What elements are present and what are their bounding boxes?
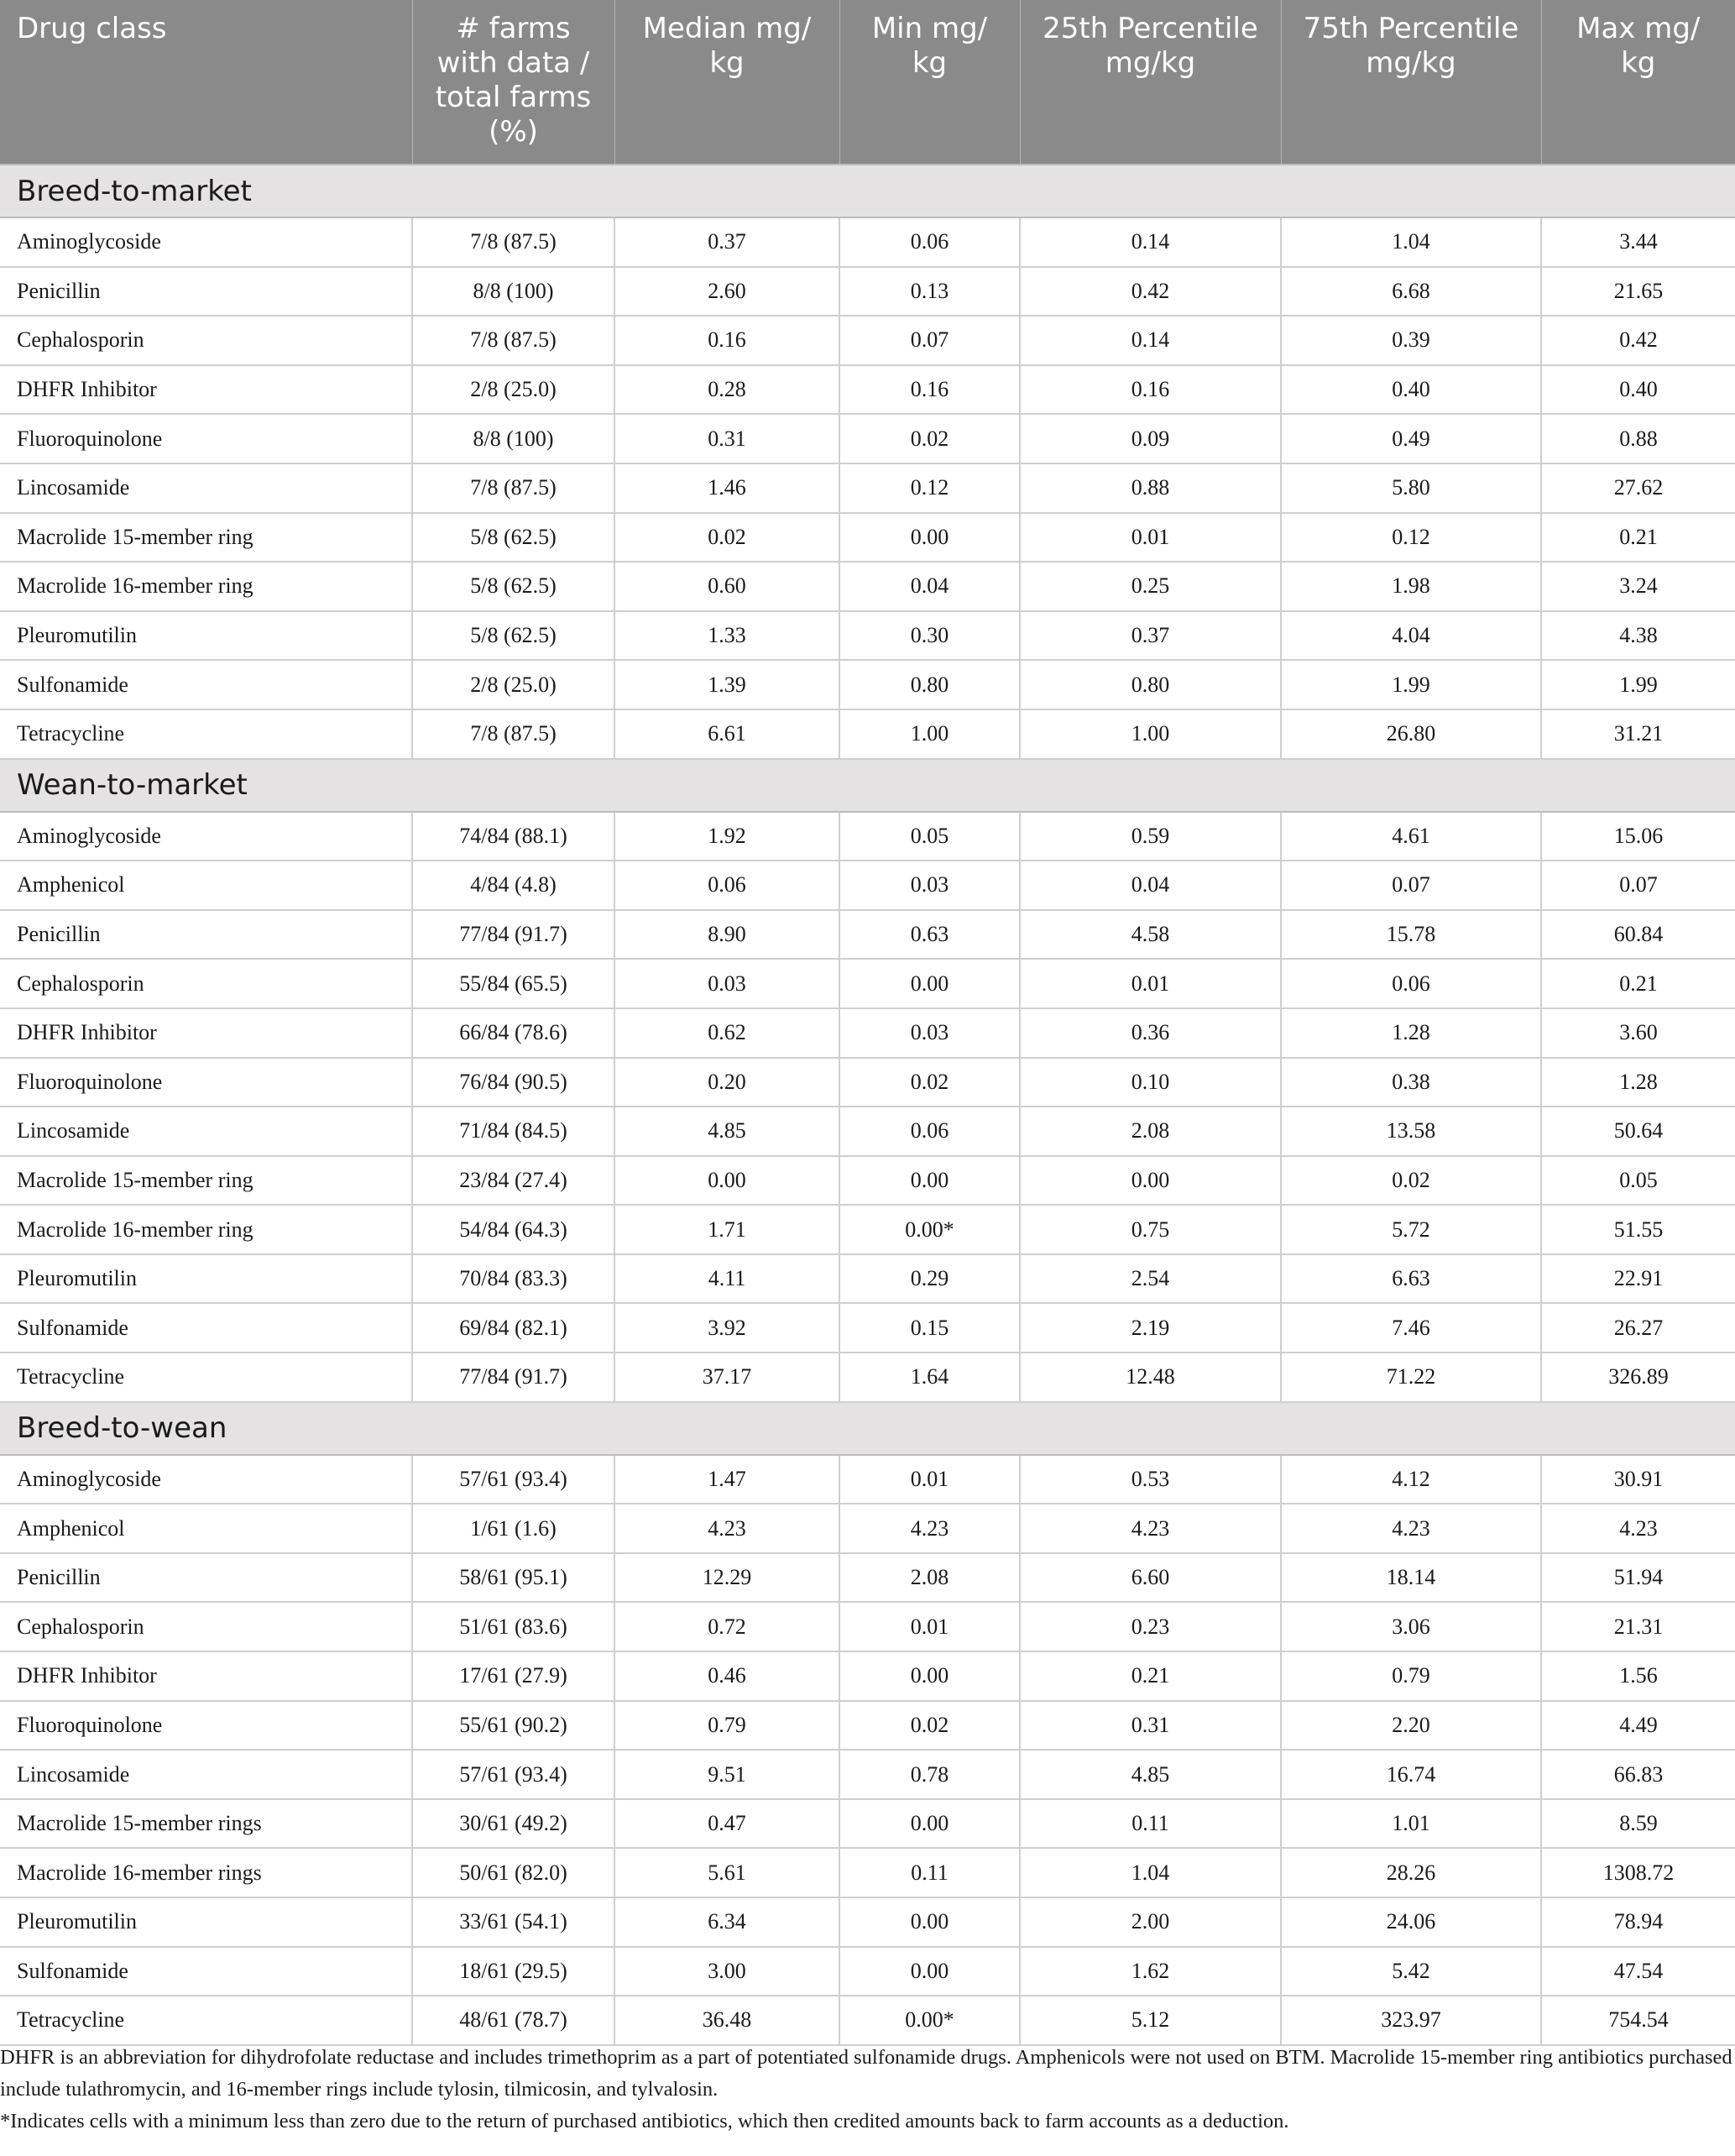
cell-farms-with-data: 18/61 (29.5) bbox=[412, 1947, 614, 1996]
table-row bbox=[0, 959, 1735, 1008]
cell-min: 0.04 bbox=[839, 562, 1020, 611]
cell-p75: 24.06 bbox=[1281, 1897, 1541, 1947]
header-min: Min mg/ kg bbox=[839, 0, 1020, 165]
cell-median: 4.23 bbox=[614, 1504, 839, 1553]
cell-drug-class: Cephalosporin bbox=[0, 959, 412, 1008]
cell-p75: 1.98 bbox=[1281, 562, 1541, 611]
cell-p25: 0.37 bbox=[1020, 611, 1281, 661]
cell-max: 8.59 bbox=[1541, 1799, 1735, 1849]
cell-p25: 0.16 bbox=[1020, 365, 1281, 415]
cell-p75: 4.61 bbox=[1281, 812, 1541, 861]
cell-p75: 6.63 bbox=[1281, 1254, 1541, 1304]
cell-drug-class: Penicillin bbox=[0, 1553, 412, 1603]
cell-min: 0.00 bbox=[839, 1947, 1020, 1996]
cell-min: 0.07 bbox=[839, 316, 1020, 365]
cell-min: 0.30 bbox=[839, 611, 1020, 661]
cell-farms-with-data: 7/8 (87.5) bbox=[412, 463, 614, 513]
cell-farms-with-data: 57/61 (93.4) bbox=[412, 1455, 614, 1504]
cell-median: 36.48 bbox=[614, 1996, 839, 2045]
cell-p75: 323.97 bbox=[1281, 1996, 1541, 2045]
table-row bbox=[0, 1303, 1735, 1353]
cell-median: 0.47 bbox=[614, 1799, 839, 1849]
cell-farms-with-data: 8/8 (100) bbox=[412, 267, 614, 317]
cell-farms-with-data: 55/84 (65.5) bbox=[412, 959, 614, 1008]
cell-drug-class: Amphenicol bbox=[0, 1504, 412, 1553]
cell-median: 6.34 bbox=[614, 1897, 839, 1947]
cell-min: 0.05 bbox=[839, 812, 1020, 861]
cell-drug-class: Sulfonamide bbox=[0, 1947, 412, 1996]
table-row bbox=[0, 1701, 1735, 1750]
cell-p75: 0.02 bbox=[1281, 1156, 1541, 1206]
cell-max: 21.65 bbox=[1541, 267, 1735, 317]
cell-p25: 0.25 bbox=[1020, 562, 1281, 611]
cell-drug-class: Macrolide 15-member ring bbox=[0, 513, 412, 563]
header-25th-percentile: 25th Percentile mg/kg bbox=[1020, 0, 1281, 165]
cell-farms-with-data: 51/61 (83.6) bbox=[412, 1602, 614, 1651]
cell-max: 1308.72 bbox=[1541, 1848, 1735, 1897]
cell-farms-with-data: 7/8 (87.5) bbox=[412, 316, 614, 365]
cell-max: 66.83 bbox=[1541, 1750, 1735, 1799]
cell-median: 1.33 bbox=[614, 611, 839, 661]
cell-farms-with-data: 23/84 (27.4) bbox=[412, 1156, 614, 1206]
cell-median: 3.00 bbox=[614, 1947, 839, 1996]
cell-min: 0.00 bbox=[839, 513, 1020, 563]
cell-p25: 4.23 bbox=[1020, 1504, 1281, 1553]
table-footnotes bbox=[0, 2042, 1735, 2138]
cell-min: 0.03 bbox=[839, 861, 1020, 910]
cell-p75: 0.49 bbox=[1281, 414, 1541, 463]
cell-p75: 4.04 bbox=[1281, 611, 1541, 661]
table-row bbox=[0, 1504, 1735, 1553]
table-row bbox=[0, 513, 1735, 563]
header-farms-with-data: # farms with data / total farms (%) bbox=[412, 0, 614, 165]
cell-max: 0.88 bbox=[1541, 414, 1735, 463]
cell-median: 0.20 bbox=[614, 1058, 839, 1107]
cell-drug-class: DHFR Inhibitor bbox=[0, 365, 412, 415]
table-row bbox=[0, 611, 1735, 661]
cell-farms-with-data: 76/84 (90.5) bbox=[412, 1058, 614, 1107]
cell-median: 8.90 bbox=[614, 910, 839, 960]
cell-p75: 4.23 bbox=[1281, 1504, 1541, 1553]
header-75th-percentile: 75th Percentile mg/kg bbox=[1281, 0, 1541, 165]
cell-min: 0.11 bbox=[839, 1848, 1020, 1897]
cell-drug-class: Pleuromutilin bbox=[0, 611, 412, 661]
cell-drug-class: Pleuromutilin bbox=[0, 1254, 412, 1304]
cell-drug-class: Amphenicol bbox=[0, 861, 412, 910]
table-row bbox=[0, 414, 1735, 463]
cell-p75: 4.12 bbox=[1281, 1455, 1541, 1504]
cell-p25: 0.09 bbox=[1020, 414, 1281, 463]
table-row bbox=[0, 709, 1735, 759]
cell-drug-class: Macrolide 15-member ring bbox=[0, 1156, 412, 1206]
cell-p25: 12.48 bbox=[1020, 1353, 1281, 1402]
cell-max: 60.84 bbox=[1541, 910, 1735, 960]
cell-farms-with-data: 7/8 (87.5) bbox=[412, 709, 614, 759]
cell-max: 0.40 bbox=[1541, 365, 1735, 415]
cell-drug-class: Macrolide 15-member rings bbox=[0, 1799, 412, 1849]
footnote-abbreviations: DHFR is an abbreviation for dihydrofolate reductase and includes trimethoprim as a part of potentiated sulfonamide drugs. Amphenicols were not used on BTM. Macrolide 15-member ring antibiotics purchased include tulathromycin, and 16-member rings include tylosin, tilmicosin, and tylvalosin. bbox=[0, 2046, 1732, 2101]
cell-p75: 71.22 bbox=[1281, 1353, 1541, 1402]
section-title: Breed-to-market bbox=[0, 165, 1735, 217]
header-max: Max mg/ kg bbox=[1541, 0, 1735, 165]
cell-min: 0.06 bbox=[839, 217, 1020, 267]
cell-max: 1.99 bbox=[1541, 660, 1735, 709]
section-header-row bbox=[0, 1402, 1735, 1455]
cell-farms-with-data: 30/61 (49.2) bbox=[412, 1799, 614, 1849]
cell-farms-with-data: 58/61 (95.1) bbox=[412, 1553, 614, 1603]
section-title: Wean-to-market bbox=[0, 759, 1735, 812]
cell-p75: 18.14 bbox=[1281, 1553, 1541, 1603]
cell-drug-class: DHFR Inhibitor bbox=[0, 1008, 412, 1058]
table-header bbox=[0, 0, 1735, 165]
cell-p25: 0.04 bbox=[1020, 861, 1281, 910]
cell-drug-class: Cephalosporin bbox=[0, 316, 412, 365]
cell-p75: 5.72 bbox=[1281, 1205, 1541, 1254]
cell-p25: 0.10 bbox=[1020, 1058, 1281, 1107]
cell-farms-with-data: 70/84 (83.3) bbox=[412, 1254, 614, 1304]
table-row bbox=[0, 562, 1735, 611]
cell-median: 0.00 bbox=[614, 1156, 839, 1206]
cell-p75: 0.39 bbox=[1281, 316, 1541, 365]
cell-farms-with-data: 2/8 (25.0) bbox=[412, 660, 614, 709]
table-row bbox=[0, 1799, 1735, 1849]
cell-farms-with-data: 48/61 (78.7) bbox=[412, 1996, 614, 2045]
cell-median: 12.29 bbox=[614, 1553, 839, 1603]
cell-drug-class: Sulfonamide bbox=[0, 660, 412, 709]
cell-farms-with-data: 33/61 (54.1) bbox=[412, 1897, 614, 1947]
cell-p25: 0.36 bbox=[1020, 1008, 1281, 1058]
cell-min: 0.00 bbox=[839, 1156, 1020, 1206]
cell-min: 0.80 bbox=[839, 660, 1020, 709]
cell-max: 51.94 bbox=[1541, 1553, 1735, 1603]
table-row bbox=[0, 1750, 1735, 1799]
cell-min: 0.15 bbox=[839, 1303, 1020, 1353]
cell-median: 0.37 bbox=[614, 217, 839, 267]
cell-p25: 0.75 bbox=[1020, 1205, 1281, 1254]
cell-max: 3.44 bbox=[1541, 217, 1735, 267]
cell-max: 0.21 bbox=[1541, 513, 1735, 563]
table-row bbox=[0, 660, 1735, 709]
cell-drug-class: Sulfonamide bbox=[0, 1303, 412, 1353]
cell-p75: 13.58 bbox=[1281, 1107, 1541, 1156]
cell-max: 0.07 bbox=[1541, 861, 1735, 910]
cell-median: 0.03 bbox=[614, 959, 839, 1008]
cell-p25: 4.85 bbox=[1020, 1750, 1281, 1799]
cell-p75: 3.06 bbox=[1281, 1602, 1541, 1651]
cell-farms-with-data: 77/84 (91.7) bbox=[412, 1353, 614, 1402]
cell-median: 37.17 bbox=[614, 1353, 839, 1402]
cell-median: 9.51 bbox=[614, 1750, 839, 1799]
cell-min: 0.63 bbox=[839, 910, 1020, 960]
cell-p75: 15.78 bbox=[1281, 910, 1541, 960]
cell-min: 0.02 bbox=[839, 1058, 1020, 1107]
cell-drug-class: Aminoglycoside bbox=[0, 812, 412, 861]
cell-farms-with-data: 69/84 (82.1) bbox=[412, 1303, 614, 1353]
cell-farms-with-data: 74/84 (88.1) bbox=[412, 812, 614, 861]
cell-drug-class: Aminoglycoside bbox=[0, 217, 412, 267]
cell-max: 0.42 bbox=[1541, 316, 1735, 365]
cell-farms-with-data: 1/61 (1.6) bbox=[412, 1504, 614, 1553]
cell-min: 0.03 bbox=[839, 1008, 1020, 1058]
cell-min: 0.06 bbox=[839, 1107, 1020, 1156]
cell-min: 1.64 bbox=[839, 1353, 1020, 1402]
cell-median: 0.79 bbox=[614, 1701, 839, 1750]
cell-min: 0.16 bbox=[839, 365, 1020, 415]
table-row bbox=[0, 1008, 1735, 1058]
cell-p25: 0.59 bbox=[1020, 812, 1281, 861]
table-row bbox=[0, 1156, 1735, 1206]
cell-median: 0.31 bbox=[614, 414, 839, 463]
cell-drug-class: Lincosamide bbox=[0, 463, 412, 513]
cell-max: 4.38 bbox=[1541, 611, 1735, 661]
cell-max: 3.24 bbox=[1541, 562, 1735, 611]
cell-median: 0.60 bbox=[614, 562, 839, 611]
cell-min: 0.01 bbox=[839, 1602, 1020, 1651]
table-row bbox=[0, 861, 1735, 910]
cell-median: 1.92 bbox=[614, 812, 839, 861]
table-row bbox=[0, 463, 1735, 513]
cell-p75: 26.80 bbox=[1281, 709, 1541, 759]
cell-drug-class: Tetracycline bbox=[0, 1996, 412, 2045]
cell-max: 47.54 bbox=[1541, 1947, 1735, 1996]
cell-farms-with-data: 5/8 (62.5) bbox=[412, 611, 614, 661]
cell-median: 5.61 bbox=[614, 1848, 839, 1897]
cell-p75: 1.04 bbox=[1281, 217, 1541, 267]
cell-max: 326.89 bbox=[1541, 1353, 1735, 1402]
cell-p25: 1.62 bbox=[1020, 1947, 1281, 1996]
cell-p75: 0.38 bbox=[1281, 1058, 1541, 1107]
cell-p75: 1.01 bbox=[1281, 1799, 1541, 1849]
cell-farms-with-data: 2/8 (25.0) bbox=[412, 365, 614, 415]
cell-p25: 2.08 bbox=[1020, 1107, 1281, 1156]
cell-p25: 0.80 bbox=[1020, 660, 1281, 709]
cell-farms-with-data: 55/61 (90.2) bbox=[412, 1701, 614, 1750]
cell-farms-with-data: 71/84 (84.5) bbox=[412, 1107, 614, 1156]
cell-p75: 0.40 bbox=[1281, 365, 1541, 415]
cell-farms-with-data: 17/61 (27.9) bbox=[412, 1651, 614, 1701]
cell-min: 2.08 bbox=[839, 1553, 1020, 1603]
cell-farms-with-data: 7/8 (87.5) bbox=[412, 217, 614, 267]
table-row bbox=[0, 812, 1735, 861]
cell-farms-with-data: 50/61 (82.0) bbox=[412, 1848, 614, 1897]
cell-min: 0.00 bbox=[839, 1897, 1020, 1947]
cell-max: 26.27 bbox=[1541, 1303, 1735, 1353]
table-body bbox=[0, 165, 1735, 2045]
cell-drug-class: Penicillin bbox=[0, 910, 412, 960]
cell-p75: 28.26 bbox=[1281, 1848, 1541, 1897]
table-row bbox=[0, 316, 1735, 365]
table-row bbox=[0, 1205, 1735, 1254]
cell-p25: 2.19 bbox=[1020, 1303, 1281, 1353]
cell-min: 0.00 bbox=[839, 959, 1020, 1008]
cell-min: 0.78 bbox=[839, 1750, 1020, 1799]
cell-p75: 0.07 bbox=[1281, 861, 1541, 910]
cell-drug-class: Macrolide 16-member rings bbox=[0, 1848, 412, 1897]
cell-max: 15.06 bbox=[1541, 812, 1735, 861]
cell-median: 6.61 bbox=[614, 709, 839, 759]
cell-p25: 0.21 bbox=[1020, 1651, 1281, 1701]
cell-p25: 0.42 bbox=[1020, 267, 1281, 317]
cell-drug-class: Macrolide 16-member ring bbox=[0, 1205, 412, 1254]
cell-max: 1.56 bbox=[1541, 1651, 1735, 1701]
cell-p75: 1.99 bbox=[1281, 660, 1541, 709]
cell-p25: 4.58 bbox=[1020, 910, 1281, 960]
cell-max: 4.23 bbox=[1541, 1504, 1735, 1553]
cell-p25: 0.01 bbox=[1020, 513, 1281, 563]
cell-p25: 2.00 bbox=[1020, 1897, 1281, 1947]
cell-drug-class: Lincosamide bbox=[0, 1107, 412, 1156]
cell-median: 3.92 bbox=[614, 1303, 839, 1353]
table-row bbox=[0, 1996, 1735, 2045]
cell-drug-class: Pleuromutilin bbox=[0, 1897, 412, 1947]
cell-p75: 0.12 bbox=[1281, 513, 1541, 563]
cell-max: 27.62 bbox=[1541, 463, 1735, 513]
cell-drug-class: Lincosamide bbox=[0, 1750, 412, 1799]
cell-median: 0.06 bbox=[614, 861, 839, 910]
table-row bbox=[0, 267, 1735, 317]
cell-median: 0.02 bbox=[614, 513, 839, 563]
footnote-asterisk: *Indicates cells with a minimum less than zero due to the return of purchased antibiotics, which then credited amounts back to farm accounts as a deduction. bbox=[0, 2110, 1289, 2132]
cell-p25: 0.00 bbox=[1020, 1156, 1281, 1206]
cell-p75: 7.46 bbox=[1281, 1303, 1541, 1353]
cell-farms-with-data: 54/84 (64.3) bbox=[412, 1205, 614, 1254]
cell-p25: 2.54 bbox=[1020, 1254, 1281, 1304]
table-row bbox=[0, 217, 1735, 267]
cell-median: 4.11 bbox=[614, 1254, 839, 1304]
section-header-row bbox=[0, 165, 1735, 217]
cell-p75: 1.28 bbox=[1281, 1008, 1541, 1058]
cell-p75: 5.42 bbox=[1281, 1947, 1541, 1996]
cell-p25: 1.00 bbox=[1020, 709, 1281, 759]
table-row bbox=[0, 1353, 1735, 1402]
cell-farms-with-data: 5/8 (62.5) bbox=[412, 513, 614, 563]
cell-p75: 16.74 bbox=[1281, 1750, 1541, 1799]
cell-drug-class: Fluoroquinolone bbox=[0, 1058, 412, 1107]
cell-drug-class: DHFR Inhibitor bbox=[0, 1651, 412, 1701]
section-title: Breed-to-wean bbox=[0, 1402, 1735, 1455]
table-row bbox=[0, 1848, 1735, 1897]
table-row bbox=[0, 1254, 1735, 1304]
table-row bbox=[0, 1602, 1735, 1651]
cell-median: 0.28 bbox=[614, 365, 839, 415]
cell-p75: 6.68 bbox=[1281, 267, 1541, 317]
cell-median: 1.47 bbox=[614, 1455, 839, 1504]
cell-median: 1.39 bbox=[614, 660, 839, 709]
cell-min: 4.23 bbox=[839, 1504, 1020, 1553]
cell-p25: 0.23 bbox=[1020, 1602, 1281, 1651]
cell-median: 4.85 bbox=[614, 1107, 839, 1156]
table-row bbox=[0, 1553, 1735, 1603]
cell-min: 0.00 bbox=[839, 1799, 1020, 1849]
cell-median: 0.16 bbox=[614, 316, 839, 365]
cell-drug-class: Cephalosporin bbox=[0, 1602, 412, 1651]
cell-drug-class: Tetracycline bbox=[0, 1353, 412, 1402]
cell-farms-with-data: 4/84 (4.8) bbox=[412, 861, 614, 910]
cell-drug-class: Fluoroquinolone bbox=[0, 1701, 412, 1750]
cell-max: 21.31 bbox=[1541, 1602, 1735, 1651]
cell-drug-class: Aminoglycoside bbox=[0, 1455, 412, 1504]
cell-min: 0.12 bbox=[839, 463, 1020, 513]
cell-min: 0.02 bbox=[839, 414, 1020, 463]
cell-p75: 0.79 bbox=[1281, 1651, 1541, 1701]
cell-drug-class: Penicillin bbox=[0, 267, 412, 317]
cell-p25: 6.60 bbox=[1020, 1553, 1281, 1603]
cell-farms-with-data: 66/84 (78.6) bbox=[412, 1008, 614, 1058]
table-row bbox=[0, 365, 1735, 415]
table-row bbox=[0, 1455, 1735, 1504]
cell-max: 754.54 bbox=[1541, 1996, 1735, 2045]
cell-median: 0.62 bbox=[614, 1008, 839, 1058]
cell-min: 0.02 bbox=[839, 1701, 1020, 1750]
cell-min: 0.00* bbox=[839, 1996, 1020, 2045]
cell-p25: 0.14 bbox=[1020, 316, 1281, 365]
cell-p25: 0.11 bbox=[1020, 1799, 1281, 1849]
cell-farms-with-data: 57/61 (93.4) bbox=[412, 1750, 614, 1799]
cell-min: 1.00 bbox=[839, 709, 1020, 759]
cell-max: 31.21 bbox=[1541, 709, 1735, 759]
cell-p25: 0.53 bbox=[1020, 1455, 1281, 1504]
cell-max: 51.55 bbox=[1541, 1205, 1735, 1254]
cell-median: 1.46 bbox=[614, 463, 839, 513]
cell-median: 2.60 bbox=[614, 267, 839, 317]
cell-min: 0.00* bbox=[839, 1205, 1020, 1254]
cell-p75: 0.06 bbox=[1281, 959, 1541, 1008]
cell-max: 4.49 bbox=[1541, 1701, 1735, 1750]
cell-median: 0.72 bbox=[614, 1602, 839, 1651]
table-row bbox=[0, 910, 1735, 960]
cell-p75: 2.20 bbox=[1281, 1701, 1541, 1750]
cell-p25: 1.04 bbox=[1020, 1848, 1281, 1897]
cell-drug-class: Macrolide 16-member ring bbox=[0, 562, 412, 611]
section-header-row bbox=[0, 759, 1735, 812]
cell-max: 0.21 bbox=[1541, 959, 1735, 1008]
cell-p25: 0.88 bbox=[1020, 463, 1281, 513]
table-row bbox=[0, 1897, 1735, 1947]
cell-max: 0.05 bbox=[1541, 1156, 1735, 1206]
table-row bbox=[0, 1947, 1735, 1996]
cell-p25: 0.14 bbox=[1020, 217, 1281, 267]
cell-p25: 0.01 bbox=[1020, 959, 1281, 1008]
cell-max: 22.91 bbox=[1541, 1254, 1735, 1304]
cell-max: 1.28 bbox=[1541, 1058, 1735, 1107]
table-row bbox=[0, 1058, 1735, 1107]
cell-max: 3.60 bbox=[1541, 1008, 1735, 1058]
cell-max: 78.94 bbox=[1541, 1897, 1735, 1947]
cell-min: 0.29 bbox=[839, 1254, 1020, 1304]
cell-farms-with-data: 8/8 (100) bbox=[412, 414, 614, 463]
cell-max: 30.91 bbox=[1541, 1455, 1735, 1504]
cell-farms-with-data: 5/8 (62.5) bbox=[412, 562, 614, 611]
header-median: Median mg/ kg bbox=[614, 0, 839, 165]
cell-p75: 5.80 bbox=[1281, 463, 1541, 513]
cell-min: 0.00 bbox=[839, 1651, 1020, 1701]
cell-drug-class: Tetracycline bbox=[0, 709, 412, 759]
cell-max: 50.64 bbox=[1541, 1107, 1735, 1156]
cell-median: 0.46 bbox=[614, 1651, 839, 1701]
cell-p25: 5.12 bbox=[1020, 1996, 1281, 2045]
header-row bbox=[0, 0, 1735, 165]
cell-farms-with-data: 77/84 (91.7) bbox=[412, 910, 614, 960]
table-row bbox=[0, 1651, 1735, 1701]
table-row bbox=[0, 1107, 1735, 1156]
cell-p25: 0.31 bbox=[1020, 1701, 1281, 1750]
cell-min: 0.01 bbox=[839, 1455, 1020, 1504]
header-drug-class: Drug class bbox=[0, 0, 412, 165]
cell-drug-class: Fluoroquinolone bbox=[0, 414, 412, 463]
cell-median: 1.71 bbox=[614, 1205, 839, 1254]
cell-min: 0.13 bbox=[839, 267, 1020, 317]
